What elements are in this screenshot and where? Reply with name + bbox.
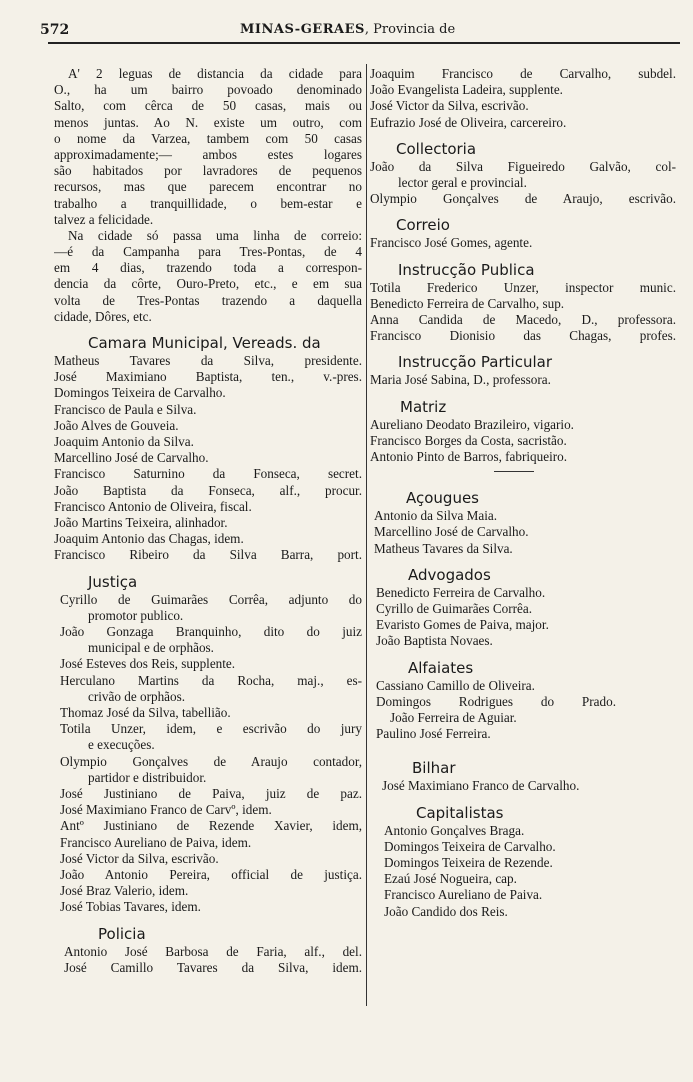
list-item: Cassiano Camillo de Oliveira. [376, 677, 535, 693]
list-item: José Tobias Tavares, idem. [60, 899, 201, 915]
alfaiates-list [370, 678, 676, 743]
list-item: Evaristo Gomes de Paiva, major. [376, 617, 549, 633]
advogados-list [370, 585, 676, 650]
list-item: Benedicto Ferreira de Carvalho, sup. [370, 295, 565, 311]
section-heading-collectoria: Collectoria [396, 139, 477, 158]
intro-line: Na cidade só passa uma linha de correio: [68, 227, 362, 243]
list-item: Cyrillo de Guimarães Corrêa, adjunto do [60, 591, 362, 607]
list-item: Francisco Borges da Costa, sacristão. [370, 432, 567, 448]
list-item: promotor publico. [88, 607, 184, 623]
list-item: Totila Unzer, idem, e escrivão do jury [60, 721, 362, 737]
list-item: Francisco Aureliano de Paiva. [384, 887, 543, 903]
list-item: Francisco José Gomes, agente. [370, 235, 533, 251]
section-heading-alfaiates: Alfaiates [408, 658, 474, 677]
list-item: Aureliano Deodato Brazileiro, vigario. [370, 416, 574, 432]
section-heading-acougues: Açougues [406, 489, 480, 508]
intro-line: talvez a felicidade. [54, 211, 154, 227]
list-item: José Maximiano Baptista, ten., v.-pres. [54, 369, 362, 385]
section-heading-instr-publica: Instrucção Publica [398, 260, 535, 279]
bilhar-list [370, 778, 676, 794]
intro-line: menos juntas. Ao N. existe um outro, com [54, 114, 362, 130]
list-item: Domingos Teixeira de Rezende. [384, 854, 553, 870]
list-item: João Martins Teixeira, alinhador. [54, 515, 228, 530]
list-item: José Camillo Tavares da Silva, idem. [64, 959, 362, 975]
subdelegacia-list [370, 66, 676, 131]
list-item: Herculano Martins da Rocha, maj., es- [60, 672, 362, 688]
section-heading-capitalistas: Capitalistas [416, 803, 504, 822]
intro-line: cidade, Dôres, etc. [54, 308, 152, 324]
correio-list [370, 235, 676, 251]
section-heading-camara: Camara Municipal, Vereads. da [88, 334, 321, 353]
justica-list [54, 592, 362, 916]
camara-list [54, 353, 362, 564]
intro-line: approximadamente;— ambos estes logares [54, 146, 362, 162]
header-rule [48, 42, 680, 44]
list-item: José Maximiano Franco de Carvalho. [382, 778, 580, 794]
list-item: Antonio da Silva Maia. [374, 508, 498, 524]
list-item: José Esteves dos Reis, supplente. [60, 656, 236, 672]
list-item: Joaquim Antonio das Chagas, idem. [54, 531, 244, 547]
intro-line: A' 2 leguas de distancia da cidade para [68, 66, 362, 81]
list-item: Domingos Rodrigues do Prado. [376, 693, 616, 709]
list-item: José Victor da Silva, escrivão. [370, 98, 529, 114]
policia-list [54, 944, 362, 976]
list-item: Matheus Tavares da Silva. [374, 540, 513, 556]
intro-line: O., ha um bairro povoado denominado [54, 82, 362, 98]
list-item: crivão de orphãos. [88, 688, 186, 704]
list-item: João Gonzaga Branquinho, dito do juiz [60, 623, 362, 639]
list-item: Eufrazio José de Oliveira, carcereiro. [370, 114, 567, 130]
intro-line: Salto, com cêrca de 50 casas, mais ou [54, 98, 362, 114]
list-item: Olympio Gonçalves de Araujo, escrivão. [370, 191, 676, 207]
instr-publica-list [370, 280, 676, 345]
intro-line: são habitados por lavradores de pequenos [54, 163, 362, 179]
running-title-main: MINAS-GERAES [240, 22, 365, 37]
list-item: Matheus Tavares da Silva, presidente. [54, 353, 362, 369]
instr-particular-list [370, 372, 676, 388]
section-heading-correio: Correio [396, 216, 450, 235]
list-item: Domingos Teixeira de Carvalho. [384, 838, 556, 854]
list-item: municipal e de orphãos. [88, 640, 214, 656]
list-item: José Braz Valerio, idem. [60, 883, 189, 899]
intro-line: recursos, mas que parecem encontrar no [54, 179, 362, 195]
section-heading-justica: Justiça [88, 572, 138, 591]
list-item: Francisco Saturnino da Fonseca, secret. [54, 466, 362, 482]
list-item: Antonio José Barbosa de Faria, alf., del. [64, 943, 362, 959]
list-item: Anna Candida de Macedo, D., professora. [370, 311, 676, 327]
capitalistas-list [370, 823, 676, 920]
intro-line: o nome da Varzea, tambem com 50 casas [54, 130, 362, 146]
list-item: Joaquim Francisco de Carvalho, subdel. [370, 66, 676, 81]
intro-line: —é da Campanha para Tres-Pontas, de 4 [54, 244, 362, 260]
list-item: Domingos Teixeira de Carvalho. [54, 385, 226, 401]
list-item: lector geral e provincial. [398, 174, 527, 190]
column-divider [366, 64, 367, 1006]
page-header [40, 22, 680, 42]
list-item: e execuções. [88, 737, 155, 753]
list-item: João Alves de Gouveia. [54, 417, 179, 433]
list-item: Thomaz José da Silva, tabellião. [60, 704, 231, 720]
list-item: Francisco Aureliano de Paiva, idem. [60, 834, 252, 850]
section-heading-instr-particular: Instrucção Particular [398, 353, 552, 372]
right-column [370, 66, 676, 920]
list-item: Joaquim Antonio da Silva. [54, 434, 194, 450]
page-number: 572 [40, 22, 70, 38]
list-item: João Antonio Pereira, official de justiça. [60, 866, 362, 882]
matriz-list [370, 417, 676, 466]
list-item: Marcellino José de Carvalho. [374, 524, 529, 540]
intro-line: trabalho a tranquillidade, o bem-estar e [54, 195, 362, 211]
list-item: Francisco Ribeiro da Silva Barra, port. [54, 547, 362, 563]
section-heading-bilhar: Bilhar [412, 759, 456, 778]
list-item: José Maximiano Franco de Carvº, idem. [60, 802, 272, 818]
left-column [54, 66, 362, 976]
intro-line: volta de Tres-Pontas trazendo a daquella [54, 292, 362, 308]
collectoria-list [370, 159, 676, 208]
list-item: Marcellino José de Carvalho. [54, 450, 209, 466]
list-item: João Baptista Novaes. [376, 633, 493, 649]
list-item: Francisco Dionisio das Chagas, profes. [370, 328, 676, 344]
list-item: Maria José Sabina, D., professora. [370, 372, 551, 388]
list-item: Olympio Gonçalves de Araujo contador, [60, 753, 362, 769]
list-item: João Baptista da Fonseca, alf., procur. [54, 482, 362, 498]
list-item: João Evangelista Ladeira, supplente. [370, 82, 563, 98]
intro-paragraph [54, 66, 362, 325]
running-title-sub: , Provincia de [364, 22, 456, 37]
acougues-list [370, 508, 676, 557]
list-item: Francisco Antonio de Oliveira, fiscal. [54, 498, 252, 514]
running-title [240, 22, 455, 37]
list-item: Paulino José Ferreira. [376, 726, 491, 742]
section-heading-matriz: Matriz [400, 397, 447, 416]
list-item: partidor e distribuidor. [88, 769, 207, 785]
list-item: João Candido dos Reis. [384, 903, 508, 919]
list-item: Antº Justiniano de Rezende Xavier, idem, [60, 818, 362, 834]
list-item: Francisco de Paula e Silva. [54, 401, 197, 417]
section-heading-policia: Policia [98, 924, 146, 943]
list-item: João Ferreira de Aguiar. [390, 709, 517, 725]
intro-line: em 4 dias, trazendo toda a correspon- [54, 260, 362, 276]
list-item: Antonio Pinto de Barros, fabriqueiro. [370, 448, 568, 464]
list-item: Benedicto Ferreira de Carvalho. [376, 584, 546, 600]
section-heading-advogados: Advogados [408, 565, 491, 584]
list-item: Ezaú José Nogueira, cap. [384, 871, 517, 887]
list-item: João da Silva Figueiredo Galvão, col- [370, 158, 676, 174]
list-item: José Victor da Silva, escrivão. [60, 850, 219, 866]
list-item: Totila Frederico Unzer, inspector munic. [370, 279, 676, 295]
list-item: Cyrillo de Guimarães Corrêa. [376, 600, 533, 616]
list-item: Antonio Gonçalves Braga. [384, 822, 525, 838]
list-item: José Justiniano de Paiva, juiz de paz. [60, 785, 362, 801]
intro-line: dencia da côrte, Ouro-Preto, etc., e em sua [54, 276, 362, 292]
